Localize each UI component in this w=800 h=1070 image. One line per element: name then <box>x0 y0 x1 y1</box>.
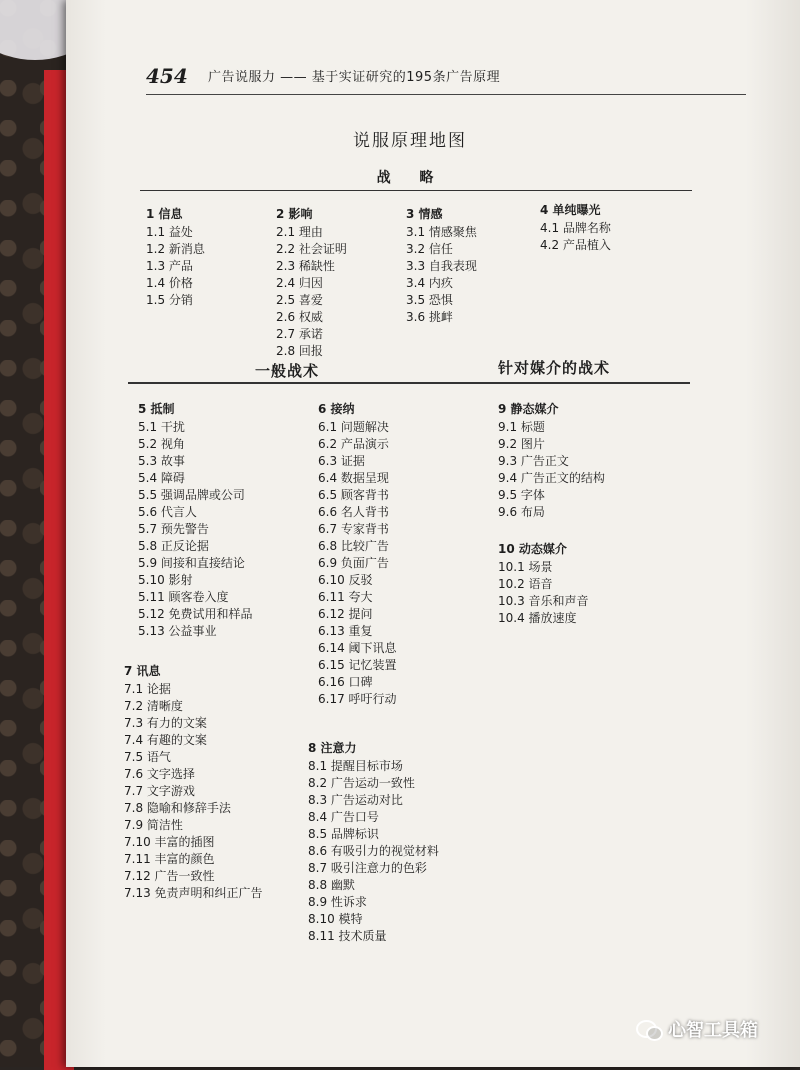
section-title: 10 动态媒介 <box>498 542 567 556</box>
list-item: 5.11 顾客卷入度 <box>138 590 229 604</box>
list-item: 6.11 夸大 <box>318 590 373 604</box>
list-item: 2.4 归因 <box>276 276 323 290</box>
list-item: 6.4 数据呈现 <box>318 471 389 485</box>
map-title: 说服原理地图 <box>353 131 467 151</box>
list-item: 7.6 文字选择 <box>124 767 195 781</box>
list-item: 6.13 重复 <box>318 624 373 638</box>
list-item: 6.15 记忆装置 <box>318 658 397 672</box>
divider <box>140 190 692 191</box>
list-item: 5.8 正反论据 <box>138 539 209 553</box>
list-item: 6.9 负面广告 <box>318 556 389 570</box>
media-section-dynamic <box>498 541 589 627</box>
list-item: 6.16 口碑 <box>318 675 373 689</box>
strategy-column-emotion <box>406 206 477 326</box>
list-item: 8.7 吸引注意力的色彩 <box>308 861 427 875</box>
list-item: 7.11 丰富的颜色 <box>124 852 215 866</box>
list-item: 2.3 稀缺性 <box>276 259 335 273</box>
list-item: 3.2 信任 <box>406 242 453 256</box>
list-item: 6.17 呼吁行动 <box>318 692 397 706</box>
strategy-column-info <box>146 206 205 309</box>
list-item: 5.1 干扰 <box>138 420 185 434</box>
section-title: 4 单纯曝光 <box>540 203 601 217</box>
list-item: 1.4 价格 <box>146 276 193 290</box>
list-item: 5.2 视角 <box>138 437 185 451</box>
page-number: 454 <box>146 64 188 88</box>
list-item: 8.3 广告运动对比 <box>308 793 403 807</box>
list-item: 1.2 新消息 <box>146 242 205 256</box>
list-item: 10.3 音乐和声音 <box>498 594 589 608</box>
wechat-icon <box>636 1018 662 1040</box>
list-item: 7.12 广告一致性 <box>124 869 215 883</box>
list-item: 7.5 语气 <box>124 750 171 764</box>
list-item: 6.2 产品演示 <box>318 437 389 451</box>
tactics-section-resistance <box>138 401 253 640</box>
list-item: 5.10 影射 <box>138 573 193 587</box>
list-item: 5.5 强调品牌或公司 <box>138 488 245 502</box>
list-item: 6.3 证据 <box>318 454 365 468</box>
list-item: 8.4 广告口号 <box>308 810 379 824</box>
list-item: 4.2 产品植入 <box>540 238 611 252</box>
list-item: 9.3 广告正文 <box>498 454 569 468</box>
list-item: 5.13 公益事业 <box>138 624 217 638</box>
list-item: 5.3 故事 <box>138 454 185 468</box>
list-item: 8.10 模特 <box>308 912 363 926</box>
list-item: 7.13 免责声明和纠正广告 <box>124 886 263 900</box>
list-item: 4.1 品牌名称 <box>540 221 611 235</box>
tactics-section-message <box>124 663 263 902</box>
general-tactics-heading: 一般战术 <box>255 362 320 380</box>
list-item: 2.7 承诺 <box>276 327 323 341</box>
list-item: 8.5 品牌标识 <box>308 827 379 841</box>
list-item: 8.2 广告运动一致性 <box>308 776 415 790</box>
section-title: 6 接纳 <box>318 402 355 416</box>
list-item: 9.1 标题 <box>498 420 545 434</box>
section-title: 1 信息 <box>146 207 183 221</box>
section-title: 7 讯息 <box>124 664 161 678</box>
page-header <box>146 64 746 95</box>
list-item: 6.6 名人背书 <box>318 505 389 519</box>
list-item: 6.5 顾客背书 <box>318 488 389 502</box>
list-item: 2.8 回报 <box>276 344 323 358</box>
list-item: 7.7 文字游戏 <box>124 784 195 798</box>
list-item: 7.1 论据 <box>124 682 171 696</box>
section-title: 9 静态媒介 <box>498 402 559 416</box>
list-item: 9.4 广告正文的结构 <box>498 471 605 485</box>
book-title: 广告说服力 —— 基于实证研究的195条广告原理 <box>208 70 501 85</box>
list-item: 7.9 简洁性 <box>124 818 183 832</box>
list-item: 8.9 性诉求 <box>308 895 367 909</box>
list-item: 1.5 分销 <box>146 293 193 307</box>
list-item: 6.7 专家背书 <box>318 522 389 536</box>
list-item: 2.6 权威 <box>276 310 323 324</box>
list-item: 3.4 内疚 <box>406 276 453 290</box>
list-item: 8.6 有吸引力的视觉材料 <box>308 844 439 858</box>
list-item: 10.2 语音 <box>498 577 553 591</box>
media-tactics-heading: 针对媒介的战术 <box>498 359 611 377</box>
list-item: 5.9 间接和直接结论 <box>138 556 245 570</box>
list-item: 7.3 有力的文案 <box>124 716 207 730</box>
section-title: 3 情感 <box>406 207 443 221</box>
list-item: 8.8 幽默 <box>308 878 355 892</box>
section-title: 8 注意力 <box>308 741 357 755</box>
strategy-column-influence <box>276 206 347 360</box>
strategy-heading: 战 略 <box>376 170 446 186</box>
list-item: 2.5 喜爱 <box>276 293 323 307</box>
list-item: 1.1 益处 <box>146 225 193 239</box>
section-title: 5 抵制 <box>138 402 175 416</box>
list-item: 2.1 理由 <box>276 225 323 239</box>
list-item: 9.2 图片 <box>498 437 545 451</box>
list-item: 6.8 比较广告 <box>318 539 389 553</box>
list-item: 7.10 丰富的插图 <box>124 835 215 849</box>
list-item: 3.6 挑衅 <box>406 310 453 324</box>
list-item: 2.2 社会证明 <box>276 242 347 256</box>
strategy-column-exposure <box>540 202 611 254</box>
list-item: 3.5 恐惧 <box>406 293 453 307</box>
list-item: 10.4 播放速度 <box>498 611 577 625</box>
list-item: 9.5 字体 <box>498 488 545 502</box>
section-title: 2 影响 <box>276 207 313 221</box>
watermark <box>636 1014 786 1044</box>
list-item: 1.3 产品 <box>146 259 193 273</box>
list-item: 5.6 代言人 <box>138 505 197 519</box>
divider <box>128 382 690 384</box>
list-item: 3.3 自我表现 <box>406 259 477 273</box>
list-item: 5.4 障碍 <box>138 471 185 485</box>
list-item: 10.1 场景 <box>498 560 553 574</box>
list-item: 7.2 清晰度 <box>124 699 183 713</box>
list-item: 3.1 情感聚焦 <box>406 225 477 239</box>
tactics-section-acceptance <box>318 401 397 708</box>
tactics-section-attention <box>308 740 439 945</box>
list-item: 6.10 反驳 <box>318 573 373 587</box>
list-item: 7.8 隐喻和修辞手法 <box>124 801 231 815</box>
list-item: 8.11 技术质量 <box>308 929 387 943</box>
list-item: 5.12 免费试用和样品 <box>138 607 253 621</box>
media-section-static <box>498 401 605 521</box>
list-item: 8.1 提醒目标市场 <box>308 759 403 773</box>
list-item: 7.4 有趣的文案 <box>124 733 207 747</box>
list-item: 6.1 问题解决 <box>318 420 389 434</box>
list-item: 6.12 提问 <box>318 607 373 621</box>
watermark-text: 心智工具箱 <box>668 1020 758 1041</box>
list-item: 6.14 阈下讯息 <box>318 641 397 655</box>
list-item: 5.7 预先警告 <box>138 522 209 536</box>
list-item: 9.6 布局 <box>498 505 545 519</box>
